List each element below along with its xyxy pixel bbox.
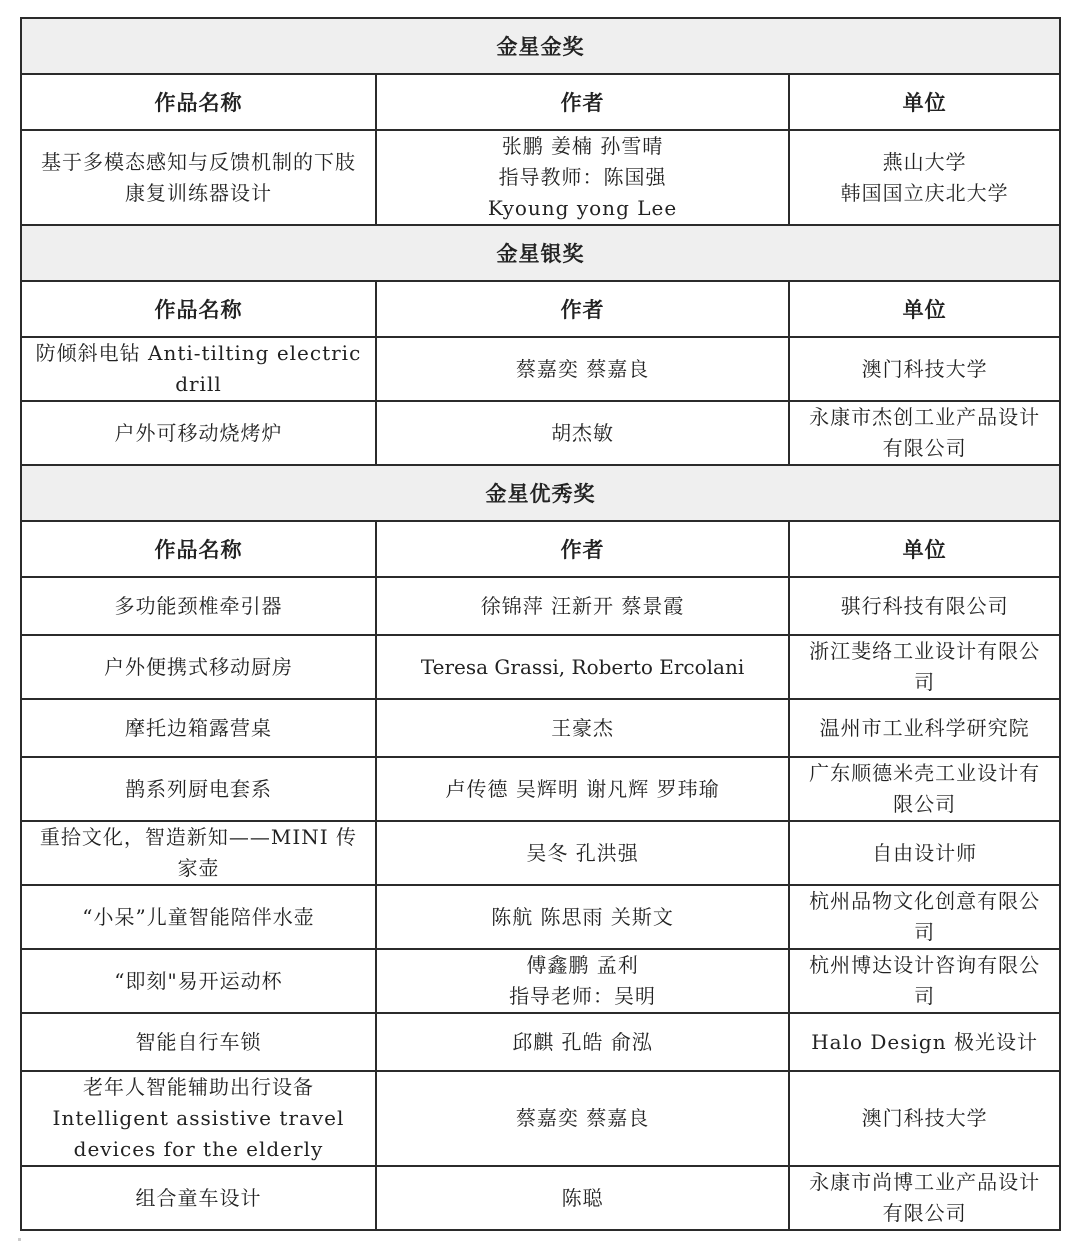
unit-line: 温州市工业科学研究院 (819, 715, 1030, 740)
header-unit: 单位 (789, 74, 1060, 130)
work-cell (21, 821, 376, 885)
work-text: 摩托边箱露营桌 (124, 715, 272, 740)
column-headers (21, 281, 1060, 337)
header-author: 作者 (376, 281, 789, 337)
section-header-gold (21, 18, 1060, 74)
work-text: 智能自行车锁 (135, 1029, 262, 1054)
work-text: Intelligent assistive travel devices for the elderly (52, 1106, 345, 1161)
unit-cell (789, 699, 1060, 757)
unit-line: Halo Design 极光设计 (811, 1029, 1038, 1054)
unit-cell (789, 1166, 1060, 1230)
author-line: 吴冬 孔洪强 (526, 840, 639, 865)
section-title: 金星优秀奖 (21, 465, 1060, 521)
author-cell (376, 401, 789, 465)
author-line: 蔡嘉奕 蔡嘉良 (515, 356, 650, 381)
work-cell (21, 130, 376, 225)
author-line: 指导老师：吴明 (509, 984, 657, 1008)
table-row (21, 635, 1060, 699)
work-text: 多功能颈椎牵引器 (114, 593, 283, 618)
author-line: 邱麒 孔皓 俞泓 (512, 1029, 653, 1054)
unit-line: 永康市杰创工业产品设计有限公司 (809, 405, 1041, 460)
header-author: 作者 (376, 521, 789, 577)
unit-cell (789, 949, 1060, 1013)
work-text: 户外可移动烧烤炉 (114, 420, 283, 445)
author-line: 胡杰敏 (551, 420, 615, 445)
unit-line: 广东顺德米壳工业设计有限公司 (809, 761, 1041, 816)
work-cell (21, 337, 376, 401)
table-row (21, 130, 1060, 225)
table-row (21, 699, 1060, 757)
unit-cell (789, 635, 1060, 699)
section-header-silver (21, 225, 1060, 281)
unit-line: 永康市尚博工业产品设计有限公司 (809, 1170, 1041, 1225)
table-row (21, 1013, 1060, 1071)
author-cell (376, 1013, 789, 1071)
work-cell (21, 885, 376, 949)
author-cell (376, 1166, 789, 1230)
unit-line: 燕山大学 (882, 149, 967, 174)
column-headers (21, 74, 1060, 130)
work-cell (21, 1013, 376, 1071)
work-cell (21, 1166, 376, 1230)
unit-line: 浙江斐络工业设计有限公司 (809, 639, 1041, 694)
header-work: 作品名称 (21, 74, 376, 130)
author-cell (376, 757, 789, 821)
work-cell (21, 949, 376, 1013)
header-unit: 单位 (789, 521, 1060, 577)
unit-cell (789, 337, 1060, 401)
work-cell (21, 401, 376, 465)
table-row (21, 949, 1060, 1013)
work-text: 防倾斜电钻 Anti-tilting electric drill (35, 341, 362, 396)
work-cell (21, 699, 376, 757)
unit-line: 杭州博达设计咨询有限公司 (809, 953, 1041, 1008)
unit-line: 澳门科技大学 (861, 1106, 988, 1130)
unit-cell (789, 1013, 1060, 1071)
author-line: 王豪杰 (551, 715, 615, 740)
author-line: 陈聪 (561, 1185, 604, 1210)
table-row (21, 821, 1060, 885)
header-work: 作品名称 (21, 521, 376, 577)
unit-cell (789, 577, 1060, 635)
unit-cell (789, 401, 1060, 465)
header-work: 作品名称 (21, 281, 376, 337)
author-cell (376, 635, 789, 699)
unit-line: 骐行科技有限公司 (840, 593, 1009, 618)
column-headers (21, 521, 1060, 577)
author-line: 徐锦萍 汪新开 蔡景霞 (480, 593, 685, 618)
work-text: “小呆”儿童智能陪伴水壶 (82, 904, 315, 929)
author-line: Teresa Grassi, Roberto Ercolani (420, 654, 745, 679)
work-text: 重拾文化，智造新知——MINI 传家壶 (39, 825, 358, 880)
author-cell (376, 130, 789, 225)
author-line: 张鹏 姜楠 孙雪晴 (501, 134, 664, 158)
author-cell (376, 821, 789, 885)
work-cell (21, 757, 376, 821)
unit-cell (789, 1071, 1060, 1166)
author-line: 蔡嘉奕 蔡嘉良 (515, 1106, 650, 1130)
section-header-excellence (21, 465, 1060, 521)
work-text: 老年人智能辅助出行设备 (82, 1075, 314, 1099)
work-text: “即刻"易开运动杯 (114, 968, 283, 993)
unit-line: 澳门科技大学 (861, 356, 988, 381)
unit-line: 自由设计师 (872, 840, 978, 865)
table-row (21, 757, 1060, 821)
author-cell (376, 699, 789, 757)
unit-line: 韩国国立庆北大学 (840, 180, 1009, 205)
author-cell (376, 885, 789, 949)
author-line: 陈航 陈思雨 关斯文 (491, 904, 674, 929)
section-title: 金星金奖 (21, 18, 1060, 74)
page-mark (18, 1238, 21, 1241)
header-unit: 单位 (789, 281, 1060, 337)
unit-cell (789, 130, 1060, 225)
unit-cell (789, 885, 1060, 949)
table-row (21, 885, 1060, 949)
table-row (21, 1166, 1060, 1230)
work-text: 鹊系列厨电套系 (124, 776, 272, 801)
table-row (21, 1071, 1060, 1166)
header-author: 作者 (376, 74, 789, 130)
table-row (21, 401, 1060, 465)
author-line: 卢传德 吴辉明 谢凡辉 罗玮瑜 (445, 776, 720, 801)
unit-cell (789, 757, 1060, 821)
author-cell (376, 577, 789, 635)
work-text: 组合童车设计 (135, 1185, 262, 1210)
section-title: 金星银奖 (21, 225, 1060, 281)
author-cell (376, 337, 789, 401)
table-row (21, 577, 1060, 635)
author-cell (376, 949, 789, 1013)
unit-line: 杭州品物文化创意有限公司 (809, 889, 1041, 944)
unit-cell (789, 821, 1060, 885)
author-line: 傅鑫鹏 孟利 (526, 953, 639, 977)
work-cell (21, 635, 376, 699)
work-text: 基于多模态感知与反馈机制的下肢康复训练器设计 (40, 149, 356, 205)
author-line: Kyoung yong Lee (487, 196, 678, 220)
author-line: 指导教师：陈国强 (498, 165, 667, 189)
table-row (21, 337, 1060, 401)
author-cell (376, 1071, 789, 1166)
work-cell (21, 577, 376, 635)
awards-table (20, 17, 1061, 1231)
work-text: 户外便携式移动厨房 (103, 654, 293, 679)
work-cell (21, 1071, 376, 1166)
